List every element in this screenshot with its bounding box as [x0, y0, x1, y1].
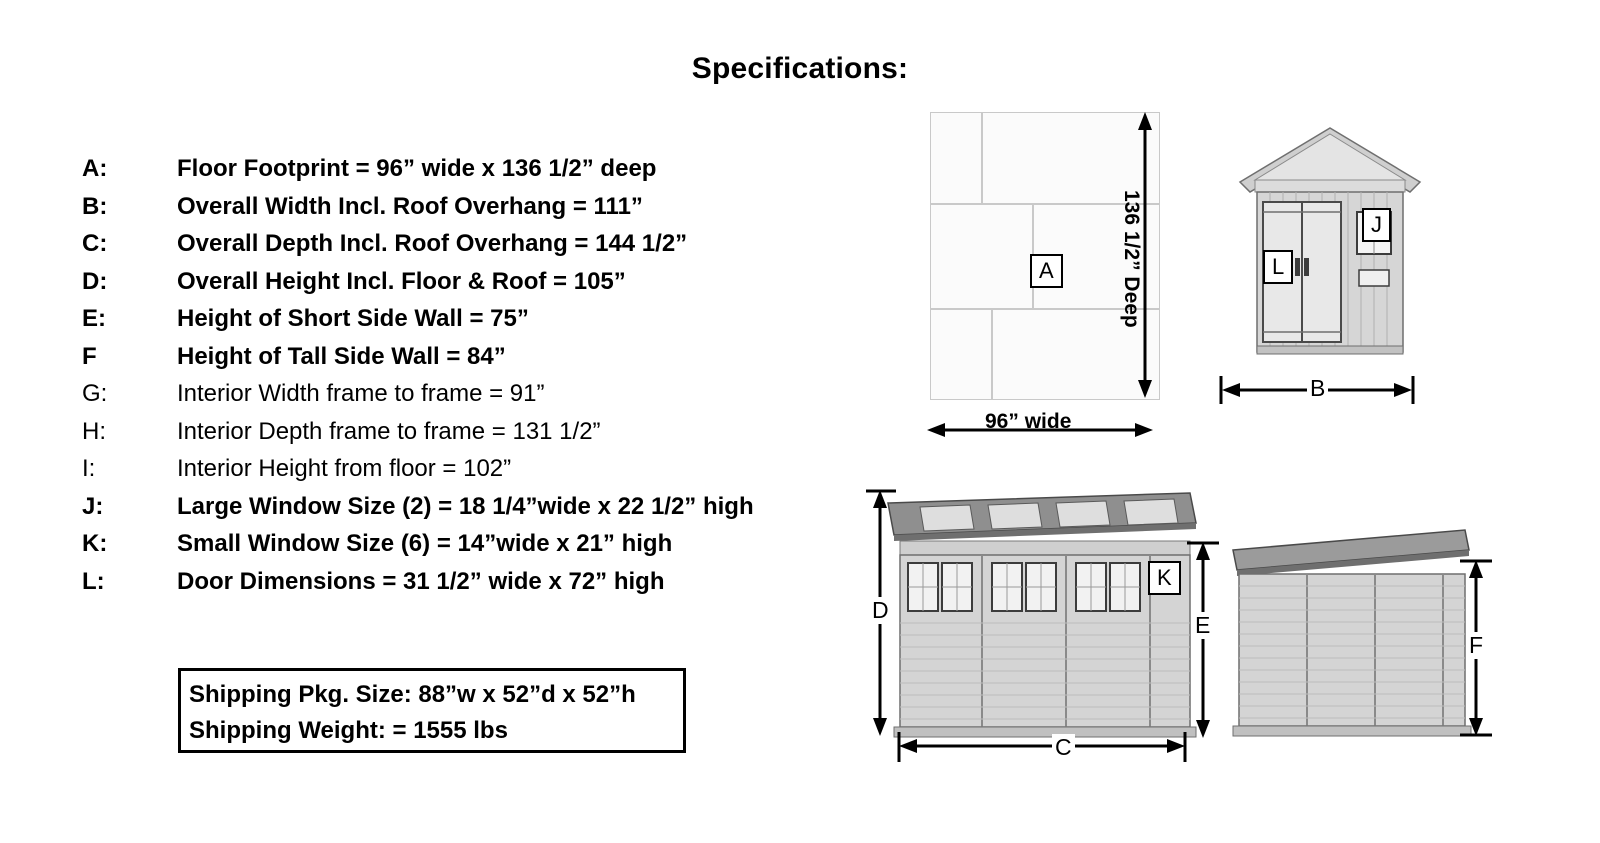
depth-label: 136 1/2” Deep [1120, 190, 1143, 328]
spec-text: Interior Height from floor = 102” [177, 455, 512, 482]
list-item [82, 493, 842, 531]
spec-text: Door Dimensions = 31 1/2” wide x 72” high [177, 567, 665, 595]
spec-key: L: [82, 567, 105, 595]
front-elevation-figure [1215, 120, 1445, 401]
shipping-weight: Shipping Weight: = 1555 lbs [189, 717, 508, 744]
spec-key: C: [82, 230, 108, 257]
list-item [82, 455, 842, 493]
shipping-package-size: Shipping Pkg. Size: 88”w x 52”d x 52”h [189, 681, 636, 708]
spec-key: A: [82, 155, 108, 182]
spec-text: Small Window Size (6) = 14”wide x 21” high [177, 530, 673, 557]
spec-text: Height of Short Side Wall = 75” [177, 305, 529, 332]
list-item [82, 193, 842, 231]
spec-text: Interior Width frame to frame = 91” [177, 380, 545, 407]
side-elevation-drawing [860, 485, 1210, 765]
floor-panel [930, 309, 992, 400]
spec-text: Floor Footprint = 96” wide x 136 1/2” deep [177, 155, 657, 182]
back-elevation-figure [1225, 520, 1495, 770]
floor-panel [930, 112, 982, 204]
e-dimension-arrow [1185, 540, 1221, 740]
spec-key: G: [82, 380, 108, 407]
callout-a: A [1030, 254, 1063, 288]
front-elevation-drawing [1215, 120, 1445, 370]
callout-l: L [1263, 250, 1293, 284]
list-item [82, 268, 842, 306]
page-title [0, 52, 1600, 86]
list-item [82, 230, 842, 268]
page-title-colon: : [898, 52, 909, 85]
list-item [82, 530, 842, 568]
spec-text: Overall Width Incl. Roof Overhang = 111” [177, 192, 643, 220]
dim-label-d: D [869, 597, 892, 624]
dim-label-f: F [1466, 632, 1486, 659]
list-item [82, 305, 842, 343]
spec-key: J: [82, 492, 104, 520]
spec-text: Interior Depth frame to frame = 131 1/2” [177, 417, 601, 445]
c-dimension-arrow [893, 730, 1193, 760]
spec-text: Overall Height Incl. Floor & Roof = 105” [177, 267, 626, 295]
width-label: 96” wide [985, 410, 1072, 433]
list-item [82, 155, 842, 193]
spec-key: D: [82, 267, 108, 295]
spec-key: B: [82, 192, 108, 220]
dim-label-b: B [1307, 375, 1328, 402]
spec-key: E: [82, 305, 106, 332]
floor-panel [930, 204, 1033, 309]
dim-label-c: C [1052, 734, 1075, 761]
spec-key: K: [82, 530, 108, 557]
callout-k: K [1148, 561, 1181, 595]
specification-list [82, 155, 842, 605]
list-item [82, 343, 842, 381]
list-item [82, 380, 842, 418]
dim-label-e: E [1192, 612, 1213, 639]
spec-text: Height of Tall Side Wall = 84” [177, 342, 506, 370]
list-item [82, 568, 842, 606]
spec-key: H: [82, 417, 106, 445]
back-elevation-drawing [1225, 520, 1475, 755]
spec-key: F [82, 342, 97, 370]
callout-j: J [1362, 208, 1391, 242]
shipping-info-box [178, 668, 686, 753]
spec-key: I: [82, 455, 96, 482]
spec-text: Large Window Size (2) = 18 1/4”wide x 22 1/2” high [177, 492, 754, 520]
spec-text: Overall Depth Incl. Roof Overhang = 144 1/2” [177, 230, 688, 257]
list-item [82, 418, 842, 456]
page-title-text: Specifications [691, 52, 898, 85]
